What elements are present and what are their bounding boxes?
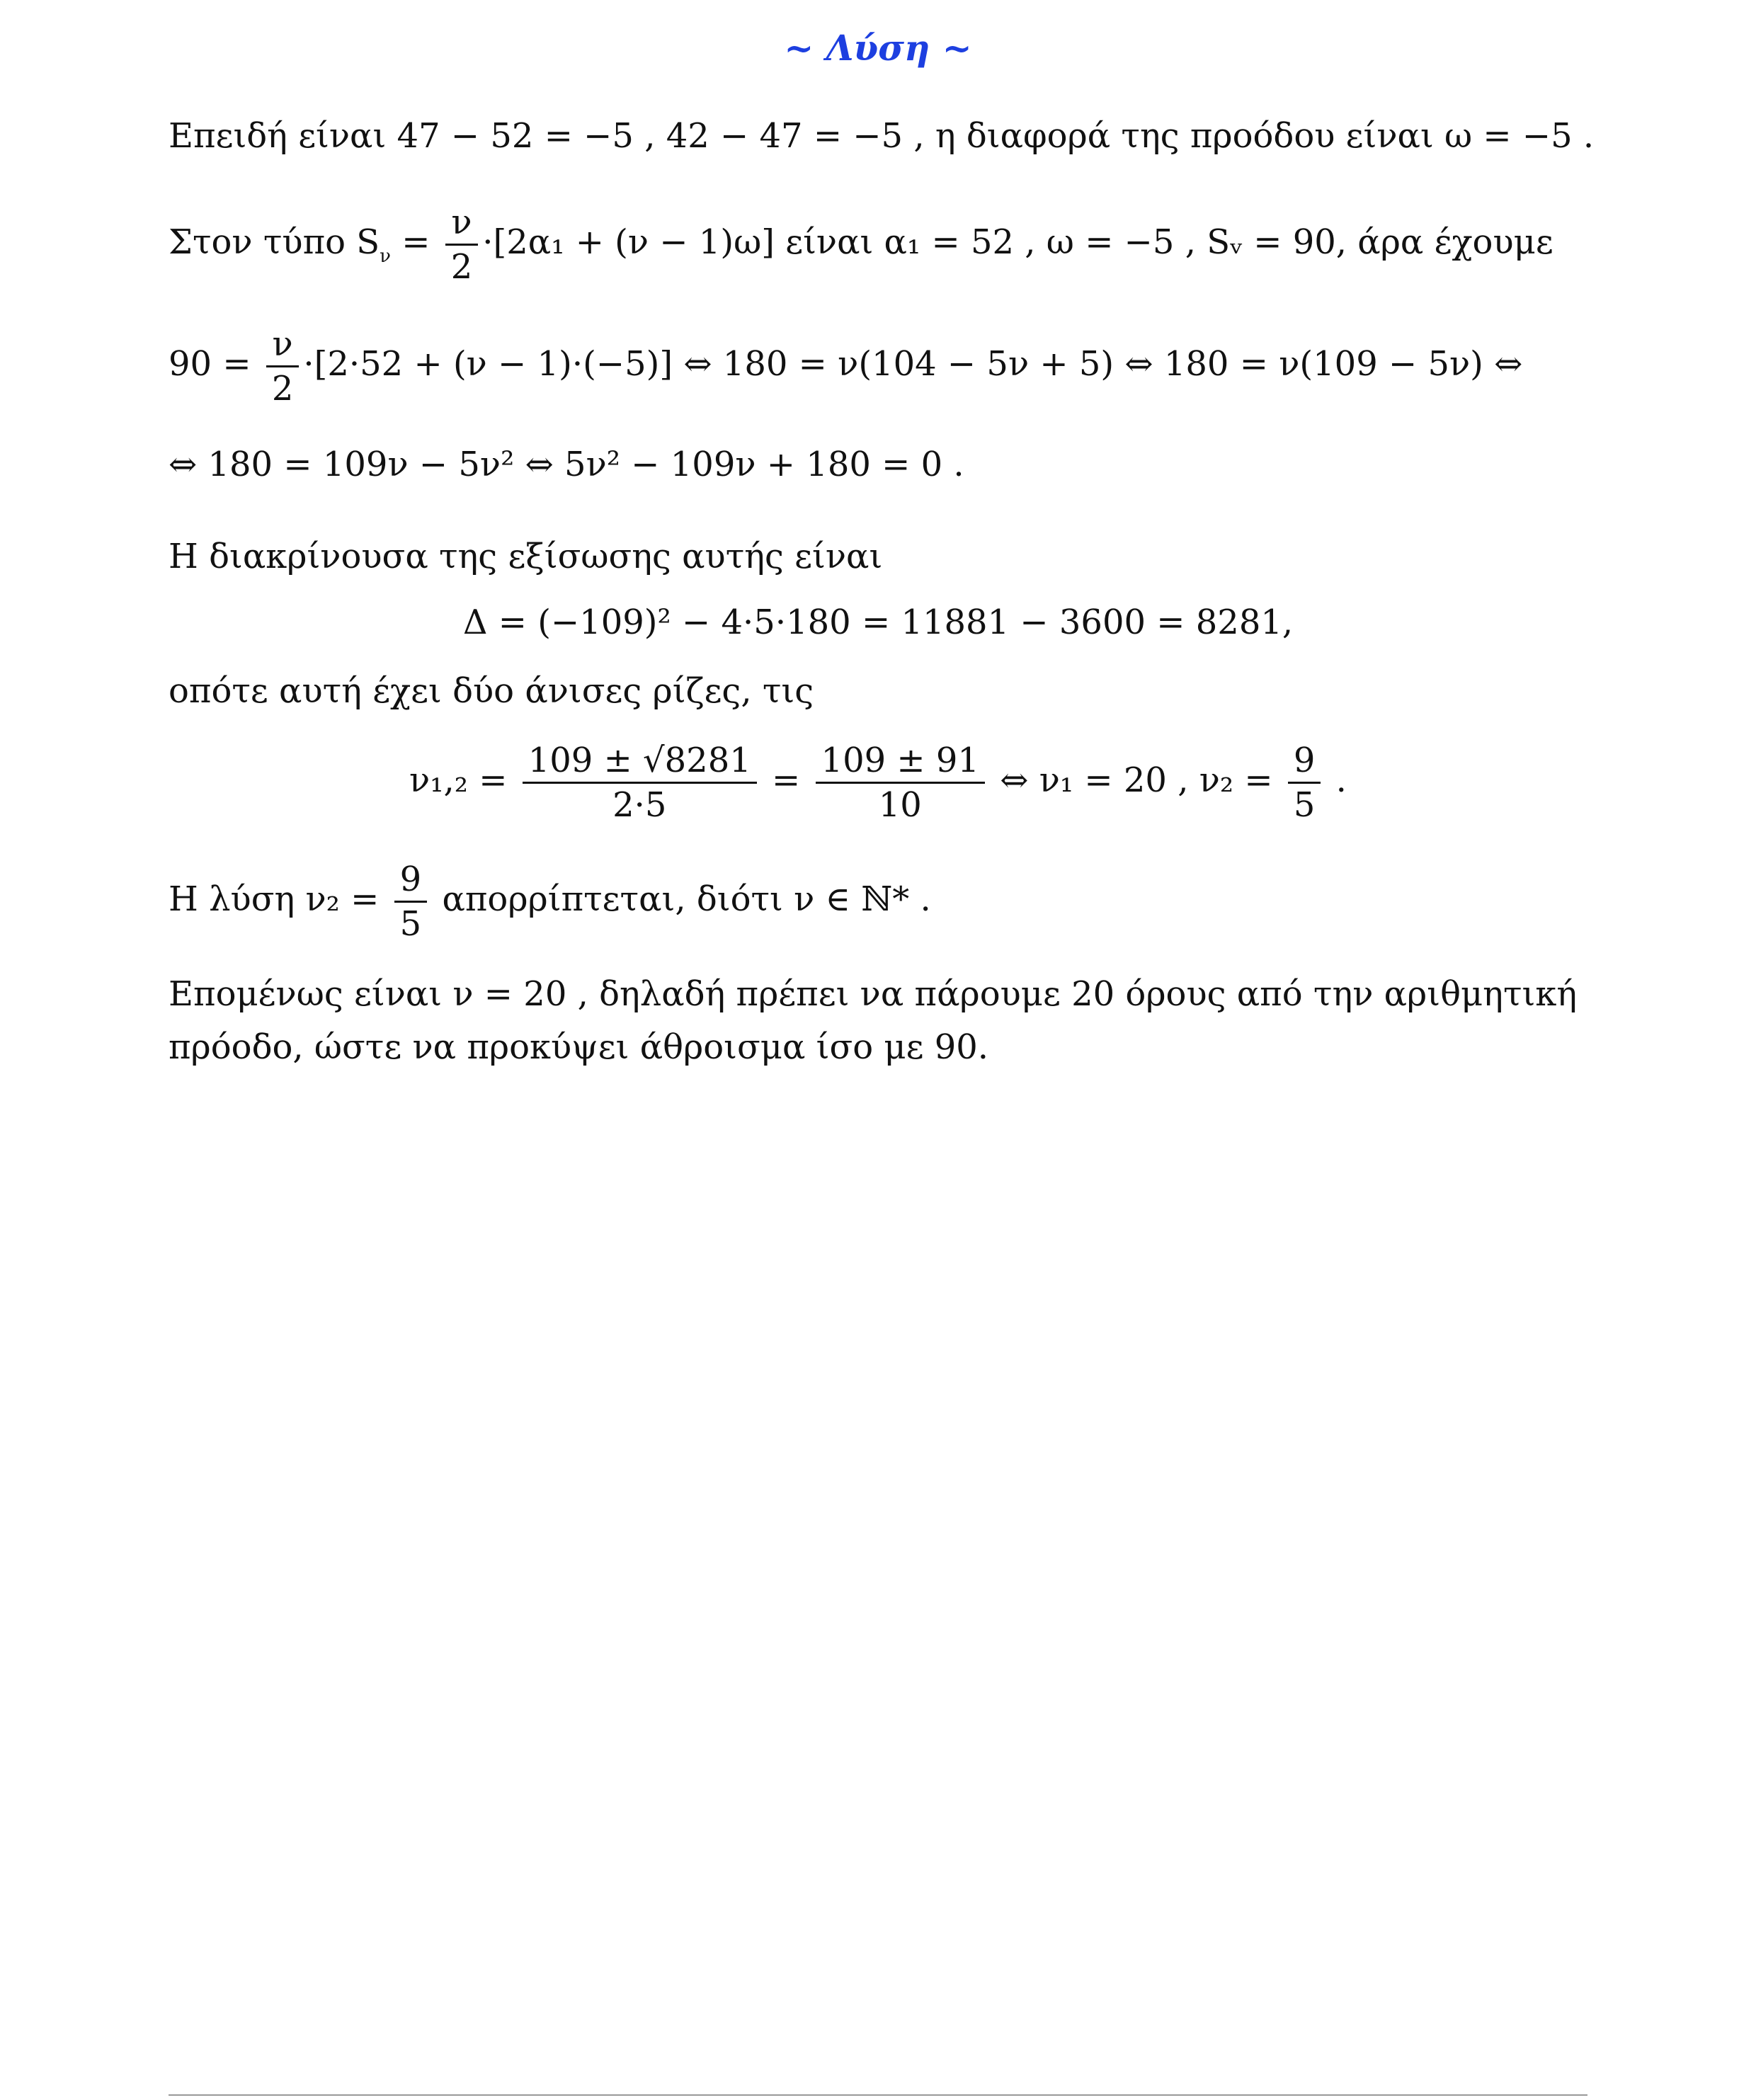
line-discriminant: Δ = (−109)² − 4·5·180 = 11881 − 3600 = 8281, (462, 603, 1294, 642)
page-title: ~ Λύση ~ (784, 27, 972, 69)
line-conclusion-1: Επομένως είναι ν = 20 , δηλαδή πρέπει να πάρουμε 20 όρους από την αριθμητική (169, 974, 1578, 1014)
text: είναι α₁ = 52 , ω = −5 , Sᵥ = 90, άρα έχουμε (774, 222, 1553, 262)
fraction (816, 741, 985, 825)
line-substitution (169, 324, 1523, 409)
denominator: 2 (450, 247, 473, 287)
denominator: 10 (878, 785, 922, 825)
text: απορρίπτεται, διότι ν ∈ ℕ* . (431, 879, 931, 919)
text: ν₁,₂ = (409, 760, 518, 800)
line-discriminant-intro: Η διακρίνουσα της εξίσωσης αυτής είναι (169, 537, 883, 576)
text: = (390, 222, 441, 262)
text: = (760, 760, 811, 800)
text: 90 = (169, 344, 262, 384)
numerator: 9 (1288, 743, 1321, 784)
fraction (1288, 741, 1321, 825)
line-roots-intro: οπότε αυτή έχει δύο άνισες ρίζες, τις (169, 671, 814, 711)
line-difference: Επειδή είναι 47 − 52 = −5 , 42 − 47 = −5 , η διαφορά της προόδου είναι ω = −5 . (169, 116, 1595, 156)
denominator: 5 (1293, 785, 1316, 825)
line-quadratic: ⇔ 180 = 109ν − 5ν² ⇔ 5ν² − 109ν + 180 = 0 . (169, 445, 964, 484)
numerator: ν (445, 205, 479, 246)
text: ·[2·52 + (ν − 1)·(−5)] ⇔ 180 = ν(104 − 5ν + 5) ⇔ 180 = ν(109 − 5ν) ⇔ (303, 344, 1523, 384)
denominator: 2 (271, 369, 294, 409)
footer-divider (169, 2094, 1587, 2096)
line-roots (0, 741, 1756, 825)
line-conclusion-2: πρόοδο, ώστε να προκύψει άθροισμα ίσο με 90. (169, 1027, 989, 1067)
text: Η λύση ν₂ = (169, 879, 390, 919)
line-sum-formula (169, 202, 1553, 287)
subscript: ν (380, 246, 391, 267)
numerator: ν (266, 327, 300, 367)
text: Στον τύπο S (169, 222, 380, 262)
fraction (394, 860, 428, 944)
numerator: 9 (394, 862, 428, 903)
text: ⇔ ν₁ = 20 , ν₂ = (988, 760, 1284, 800)
text: . (1325, 760, 1347, 800)
fraction (445, 202, 479, 287)
fraction (523, 741, 757, 825)
denominator: 5 (399, 904, 422, 944)
numerator: 109 ± √8281 (523, 743, 757, 784)
denominator: 2·5 (612, 785, 667, 825)
fraction (266, 324, 300, 409)
numerator: 109 ± 91 (816, 743, 985, 784)
line-rejection (169, 860, 931, 944)
text: ·[2α₁ + (ν − 1)ω] (482, 222, 775, 262)
